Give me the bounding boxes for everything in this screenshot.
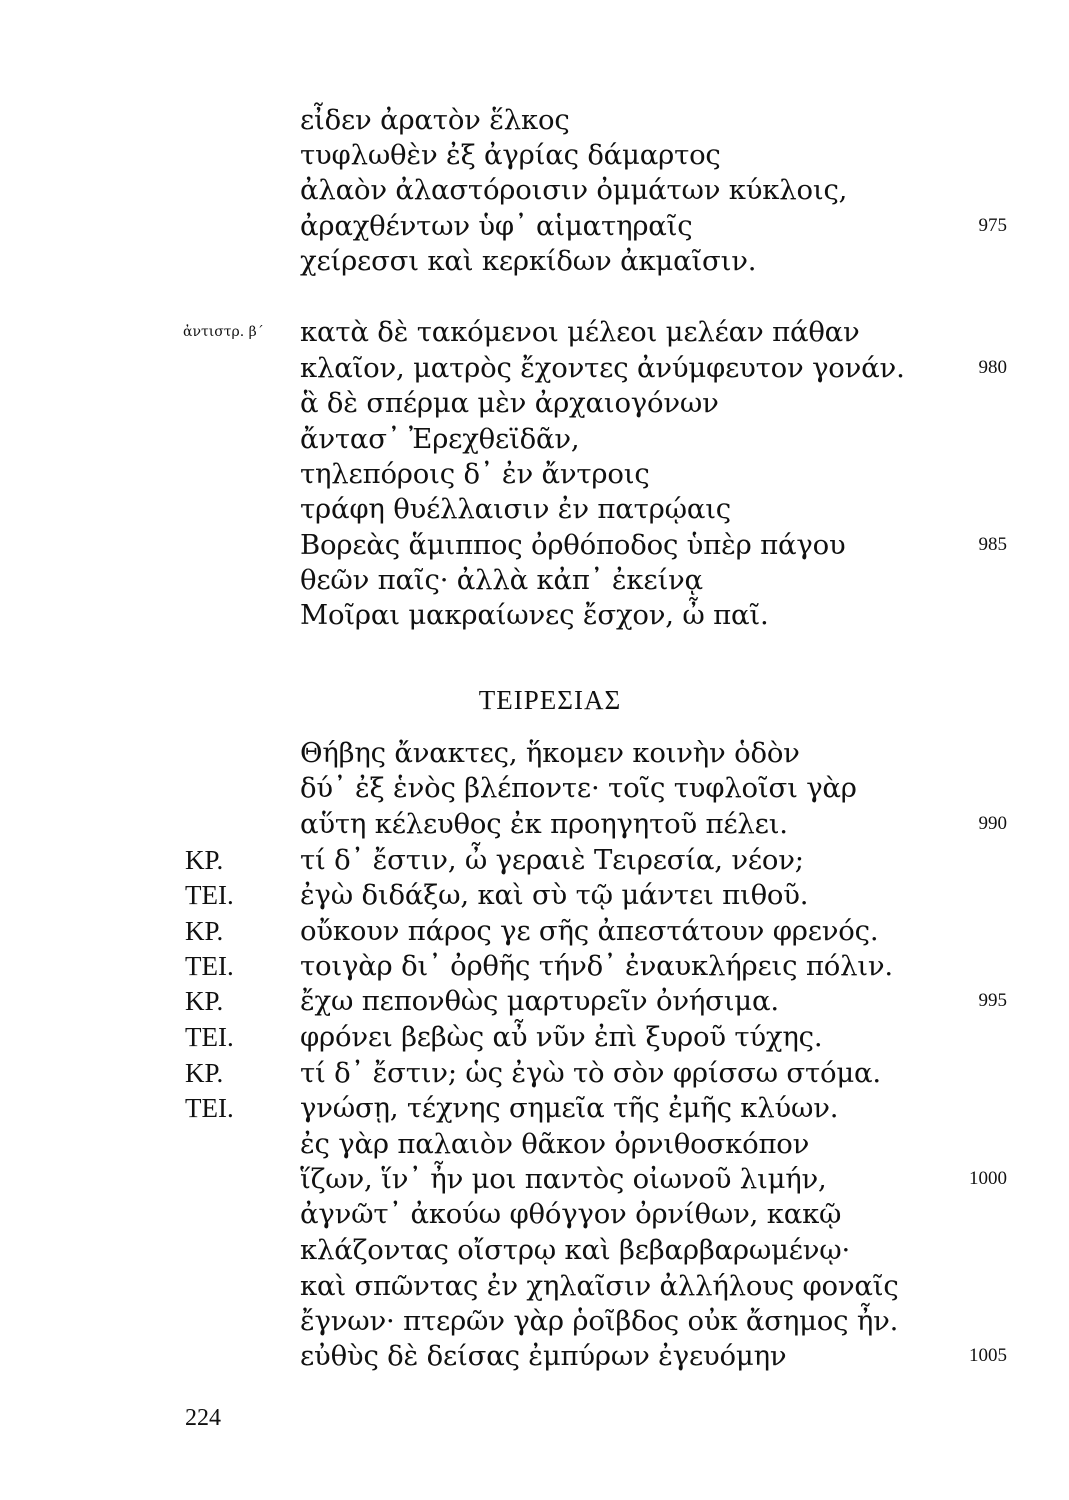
verse-line: κλάζοντας οἴστρῳ καὶ βεβαρβαρωμένῳ·	[300, 1234, 851, 1266]
speaker-label: ΚΡ.	[185, 845, 224, 875]
line-number: 990	[978, 813, 1007, 834]
verse-line: τί δ᾽ ἔστιν; ὡς ἐγὼ τὸ σὸν φρίσσω στόμα.	[300, 1057, 881, 1089]
speaker-label: ΤΕΙ.	[185, 880, 234, 910]
verse-line: ἄντασ᾽ Ἐρεχθεϊδᾶν,	[300, 423, 580, 455]
verse-line: τυφλωθὲν ἐξ ἀγρίας δάμαρτος	[300, 139, 721, 171]
verse-line: ἐγὼ διδάξω, καὶ σὺ τῷ μάντει πιθοῦ.	[300, 879, 809, 911]
line-number: 980	[978, 357, 1007, 378]
line-number: 1005	[969, 1345, 1007, 1366]
verse-line: κλαῖον, ματρὸς ἔχοντες ἀνύμφευτον γονάν.	[300, 352, 905, 384]
speaker-label: ΤΕΙ.	[185, 951, 234, 981]
verse-line: κατὰ δὲ τακόμενοι μέλεοι μελέαν πάθαν	[300, 316, 860, 348]
verse-line: Βορεὰς ἅμιππος ὀρθόποδος ὑπὲρ πάγου	[300, 529, 846, 561]
verse-line: εἶδεν ἀρατὸν ἕλκος	[300, 104, 570, 136]
verse-line: δύ᾽ ἐξ ἑνὸς βλέποντε· τοῖς τυφλοῖσι γὰρ	[300, 772, 857, 804]
verse-line: ἵζων, ἵν᾽ ἦν μοι παντὸς οἰωνοῦ λιμήν,	[300, 1163, 827, 1195]
verse-line: θεῶν παῖς· ἀλλὰ κἀπ᾽ ἐκείνᾳ	[300, 564, 703, 596]
verse-line: ἀγνῶτ᾽ ἀκούω φθόγγον ὀρνίθων, κακῷ	[300, 1198, 842, 1230]
verse-line: ἀλαὸν ἀλαστόροισιν ὀμμάτων κύκλοις,	[300, 174, 848, 206]
verse-line: τράφη θυέλλαισιν ἐν πατρῴαις	[300, 493, 731, 525]
page-number: 224	[185, 1405, 221, 1431]
line-number: 995	[978, 990, 1007, 1011]
verse-line: τοιγὰρ δι᾽ ὀρθῆς τήνδ᾽ ἐναυκλήρεις πόλιν.	[300, 950, 893, 982]
verse-line: Μοῖραι μακραίωνες ἔσχον, ὦ παῖ.	[300, 599, 769, 631]
verse-line: ἀραχθέντων ὑφ᾽ αἱματηραῖς	[300, 210, 693, 242]
speaker-label: ΚΡ.	[185, 986, 224, 1016]
verse-line: ἐς γὰρ παλαιὸν θᾶκον ὀρνιθοσκόπον	[300, 1128, 810, 1160]
verse-line: χείρεσσι καὶ κερκίδων ἀκμαῖσιν.	[300, 245, 757, 277]
speaker-label: ΤΕΙ.	[185, 1093, 234, 1123]
verse-line: τηλεπόροις δ᾽ ἐν ἄντροις	[300, 458, 650, 490]
verse-line: οὔκουν πάρος γε σῆς ἀπεστάτουν φρενός.	[300, 915, 879, 947]
verse-line: ἔγνων· πτερῶν γὰρ ῥοῖβδος οὐκ ἄσημος ἦν.	[300, 1305, 899, 1337]
strophe-marker: ἀντιστρ. β΄	[183, 324, 264, 340]
speaker-label: ΚΡ.	[185, 916, 224, 946]
verse-line: τί δ᾽ ἔστιν, ὦ γεραιὲ Τειρεσία, νέον;	[300, 844, 804, 876]
line-number: 975	[978, 215, 1007, 236]
verse-line: Θήβης ἄνακτες, ἥκομεν κοινὴν ὁδὸν	[300, 737, 800, 769]
verse-line: ἃ δὲ σπέρμα μὲν ἀρχαιογόνων	[300, 387, 719, 419]
verse-line: γνώσῃ, τέχνης σημεῖα τῆς ἐμῆς κλύων.	[300, 1092, 839, 1124]
verse-line: αὕτη κέλευθος ἐκ προηγητοῦ πέλει.	[300, 808, 788, 840]
verse-line: ἔχω πεπονθὼς μαρτυρεῖν ὀνήσιμα.	[300, 985, 779, 1017]
line-number: 1000	[969, 1168, 1007, 1189]
line-number: 985	[978, 534, 1007, 555]
speaker-heading: ΤΕΙΡΕΣΙΑΣ	[478, 685, 622, 715]
verse-line: φρόνει βεβὼς αὖ νῦν ἐπὶ ξυροῦ τύχης.	[300, 1021, 823, 1053]
speaker-label: ΚΡ.	[185, 1058, 224, 1088]
verse-line: καὶ σπῶντας ἐν χηλαῖσιν ἀλλήλους φοναῖς	[300, 1270, 899, 1302]
speaker-label: ΤΕΙ.	[185, 1022, 234, 1052]
verse-line: εὐθὺς δὲ δείσας ἐμπύρων ἐγευόμην	[300, 1340, 787, 1372]
